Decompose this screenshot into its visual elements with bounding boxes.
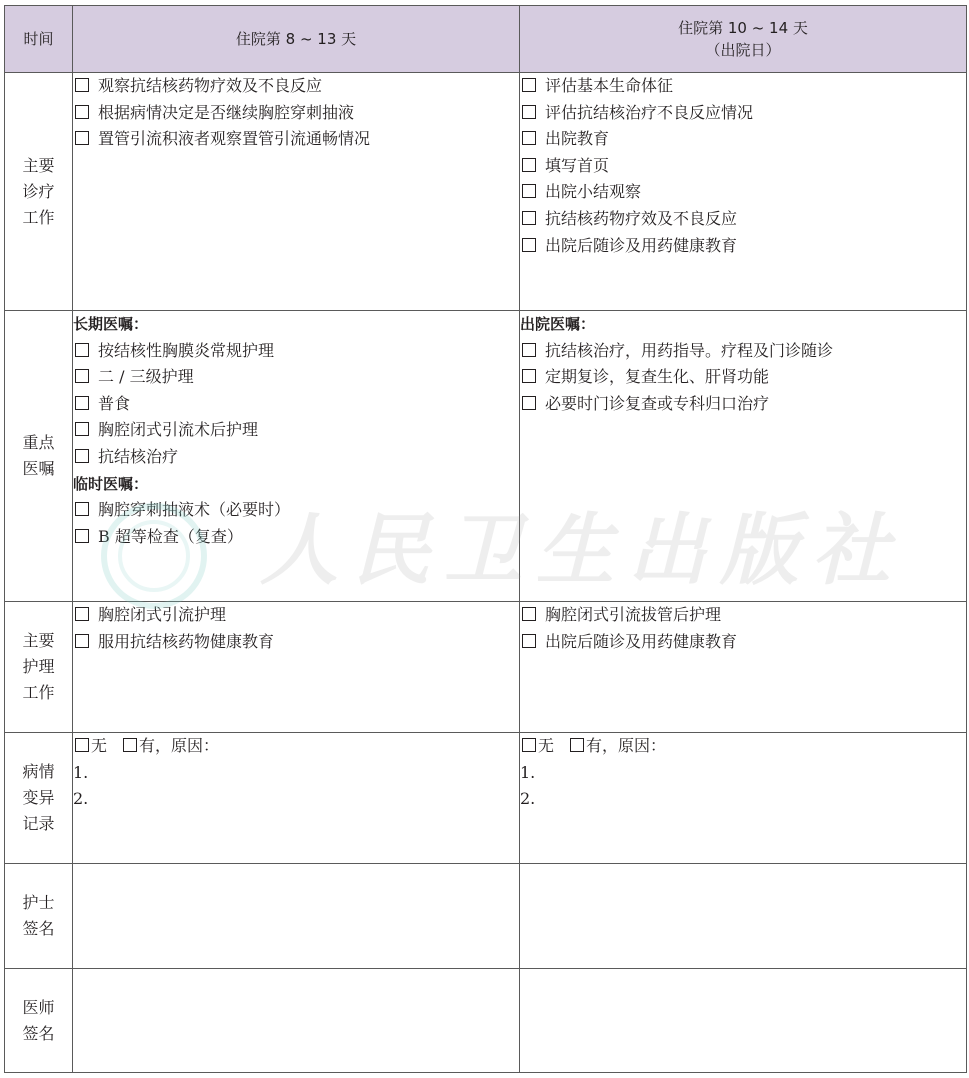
checkbox-icon[interactable] xyxy=(75,502,89,516)
header-day-10-14-line1: 住院第 10 ~ 14 天 xyxy=(678,19,808,37)
long-term-orders-heading: 长期医嘱： xyxy=(73,315,149,333)
variance-line-2: 2. xyxy=(520,789,536,809)
checkbox-icon[interactable] xyxy=(522,369,536,383)
nurse-signature-field-2[interactable] xyxy=(520,864,967,969)
label-line: 工作 xyxy=(22,683,55,702)
row-main-work xyxy=(5,73,967,311)
checklist-text: 胸腔穿刺抽液术（必要时） xyxy=(98,500,291,520)
variance-yes-option[interactable] xyxy=(121,733,219,760)
checkbox-icon[interactable] xyxy=(75,449,89,463)
checklist-item xyxy=(520,206,966,233)
doctor-signature-field-2[interactable] xyxy=(520,969,967,1073)
checklist-text: 胸腔闭式引流拔管后护理 xyxy=(545,605,722,624)
checklist-item xyxy=(73,524,519,551)
nurse-signature-field-1[interactable] xyxy=(73,864,520,969)
checkbox-icon[interactable] xyxy=(75,529,89,543)
option-text: 有，原因： xyxy=(586,736,667,755)
checklist-text: 抗结核治疗 xyxy=(98,446,179,466)
checkbox-icon[interactable] xyxy=(522,211,536,225)
label-line: 签名 xyxy=(22,1023,55,1043)
option-text: 有，原因： xyxy=(139,736,220,755)
checklist-item xyxy=(73,391,519,418)
label-line: 护士 xyxy=(22,893,55,912)
nursing-col2 xyxy=(520,602,967,733)
checkbox-icon[interactable] xyxy=(522,343,536,357)
header-day-10-14 xyxy=(520,6,967,73)
row-label-main-work xyxy=(5,73,73,311)
doctor-signature-field-1[interactable] xyxy=(73,969,520,1073)
checkbox-icon[interactable] xyxy=(522,131,536,145)
checklist-item xyxy=(520,364,966,391)
checklist-text: 出院后随诊及用药健康教育 xyxy=(545,631,738,651)
variance-line-2: 2. xyxy=(73,789,89,809)
label-line: 主要 xyxy=(22,631,55,650)
checklist-text: 抗结核药物疗效及不良反应 xyxy=(545,208,738,228)
checklist-item xyxy=(520,153,966,180)
checkbox-icon[interactable] xyxy=(522,78,536,92)
checklist-text: 评估基本生命体征 xyxy=(545,76,674,95)
label-line: 医嘱 xyxy=(22,459,55,478)
checklist-text: 根据病情决定是否继续胸腔穿刺抽液 xyxy=(98,102,355,122)
variance-line-1: 1. xyxy=(520,762,536,782)
checkbox-icon[interactable] xyxy=(522,396,536,410)
watermark-text: 人民卫生出版社 xyxy=(260,505,905,596)
checklist-item xyxy=(520,602,966,629)
checkbox-icon[interactable] xyxy=(522,634,536,648)
variance-none-option[interactable] xyxy=(73,733,107,760)
checklist-item xyxy=(73,73,519,100)
checklist-text: 评估抗结核治疗不良反应情况 xyxy=(545,102,754,122)
row-variance xyxy=(5,733,967,864)
checkbox-icon[interactable] xyxy=(522,238,536,252)
row-doctor-signature xyxy=(5,969,967,1073)
checklist-item xyxy=(73,364,519,391)
checklist-item xyxy=(73,417,519,444)
checkbox-icon[interactable] xyxy=(75,422,89,436)
checklist-item xyxy=(73,497,519,524)
header-row xyxy=(5,6,967,73)
checklist-text: 胸腔闭式引流术后护理 xyxy=(98,420,259,440)
header-time: 时间 xyxy=(5,6,73,73)
orders-col1 xyxy=(73,311,520,602)
checklist-text: 出院教育 xyxy=(545,129,610,149)
checklist-item xyxy=(73,629,519,656)
label-line: 签名 xyxy=(22,919,55,938)
label-line: 重点 xyxy=(22,433,55,452)
checklist-text: 按结核性胸膜炎常规护理 xyxy=(98,340,275,360)
clinical-pathway-table xyxy=(4,5,967,1073)
checklist-text: 出院小结观察 xyxy=(545,182,642,202)
checkbox-icon[interactable] xyxy=(75,131,89,145)
nursing-col1 xyxy=(73,602,520,733)
checklist-text: 胸腔闭式引流护理 xyxy=(98,605,227,624)
row-label-nursing xyxy=(5,602,73,733)
checkbox-icon[interactable] xyxy=(522,607,536,621)
checkbox-icon[interactable] xyxy=(75,738,89,752)
checkbox-icon[interactable] xyxy=(75,634,89,648)
variance-yes-option[interactable] xyxy=(568,733,666,760)
checklist-item xyxy=(520,391,966,418)
checklist-item xyxy=(73,338,519,365)
checklist-item xyxy=(520,179,966,206)
checklist-item xyxy=(520,338,966,365)
option-text: 无 xyxy=(91,736,108,755)
label-line: 记录 xyxy=(22,814,55,833)
checklist-text: 服用抗结核药物健康教育 xyxy=(98,631,275,651)
row-label-variance xyxy=(5,733,73,864)
checklist-text: B 超等检查（复查） xyxy=(98,526,243,546)
row-label-doctor-signature xyxy=(5,969,73,1073)
checklist-text: 填写首页 xyxy=(545,155,610,175)
checklist-item xyxy=(520,73,966,100)
variance-col1 xyxy=(73,733,520,864)
checklist-text: 抗结核治疗，用药指导。疗程及门诊随诊 xyxy=(545,340,834,360)
checklist-item xyxy=(73,444,519,471)
option-text: 无 xyxy=(538,736,555,755)
checklist-item xyxy=(520,629,966,656)
header-day-8-13: 住院第 8 ~ 13 天 xyxy=(73,6,520,73)
discharge-orders-heading: 出院医嘱： xyxy=(520,315,596,333)
checklist-item xyxy=(73,126,519,153)
checkbox-icon[interactable] xyxy=(123,738,137,752)
checklist-item xyxy=(520,100,966,127)
checkbox-icon[interactable] xyxy=(522,738,536,752)
row-nursing xyxy=(5,602,967,733)
main-work-col2 xyxy=(520,73,967,311)
checklist-item xyxy=(73,100,519,127)
checkbox-icon[interactable] xyxy=(522,105,536,119)
orders-col2 xyxy=(520,311,967,602)
checklist-text: 定期复诊，复查生化、肝肾功能 xyxy=(545,367,770,387)
checklist-text: 必要时门诊复查或专科归口治疗 xyxy=(545,393,770,413)
row-orders xyxy=(5,311,967,602)
checklist-item xyxy=(73,602,519,629)
checklist-text: 普食 xyxy=(98,393,131,413)
checkbox-icon[interactable] xyxy=(75,105,89,119)
row-label-orders xyxy=(5,311,73,602)
variance-none-option[interactable] xyxy=(520,733,554,760)
label-line: 医师 xyxy=(22,997,55,1017)
label-line: 护理 xyxy=(22,657,55,676)
row-label-nurse-signature xyxy=(5,864,73,969)
row-nurse-signature xyxy=(5,864,967,969)
checkbox-icon[interactable] xyxy=(75,78,89,92)
checklist-text: 二 / 三级护理 xyxy=(98,367,194,387)
checkbox-icon[interactable] xyxy=(75,343,89,357)
checkbox-icon[interactable] xyxy=(522,184,536,198)
variance-options xyxy=(520,733,966,760)
checklist-text: 观察抗结核药物疗效及不良反应 xyxy=(98,76,323,95)
main-work-col1 xyxy=(73,73,520,311)
checkbox-icon[interactable] xyxy=(522,158,536,172)
checkbox-icon[interactable] xyxy=(75,607,89,621)
variance-line-1: 1. xyxy=(73,762,89,782)
label-line: 主要 xyxy=(22,155,55,175)
label-line: 变异 xyxy=(22,788,55,807)
variance-col2 xyxy=(520,733,967,864)
checkbox-icon[interactable] xyxy=(570,738,584,752)
checkbox-icon[interactable] xyxy=(75,369,89,383)
label-line: 病情 xyxy=(22,762,55,781)
checklist-text: 出院后随诊及用药健康教育 xyxy=(545,235,738,255)
checklist-item xyxy=(520,233,966,260)
checklist-text: 置管引流积液者观察置管引流通畅情况 xyxy=(98,129,371,149)
temporary-orders-heading: 临时医嘱： xyxy=(73,474,149,493)
variance-options xyxy=(73,733,519,760)
checklist-item xyxy=(520,126,966,153)
label-line: 诊疗 xyxy=(22,181,55,201)
checkbox-icon[interactable] xyxy=(75,396,89,410)
header-discharge-day: （出院日） xyxy=(705,41,781,59)
label-line: 工作 xyxy=(22,207,55,227)
